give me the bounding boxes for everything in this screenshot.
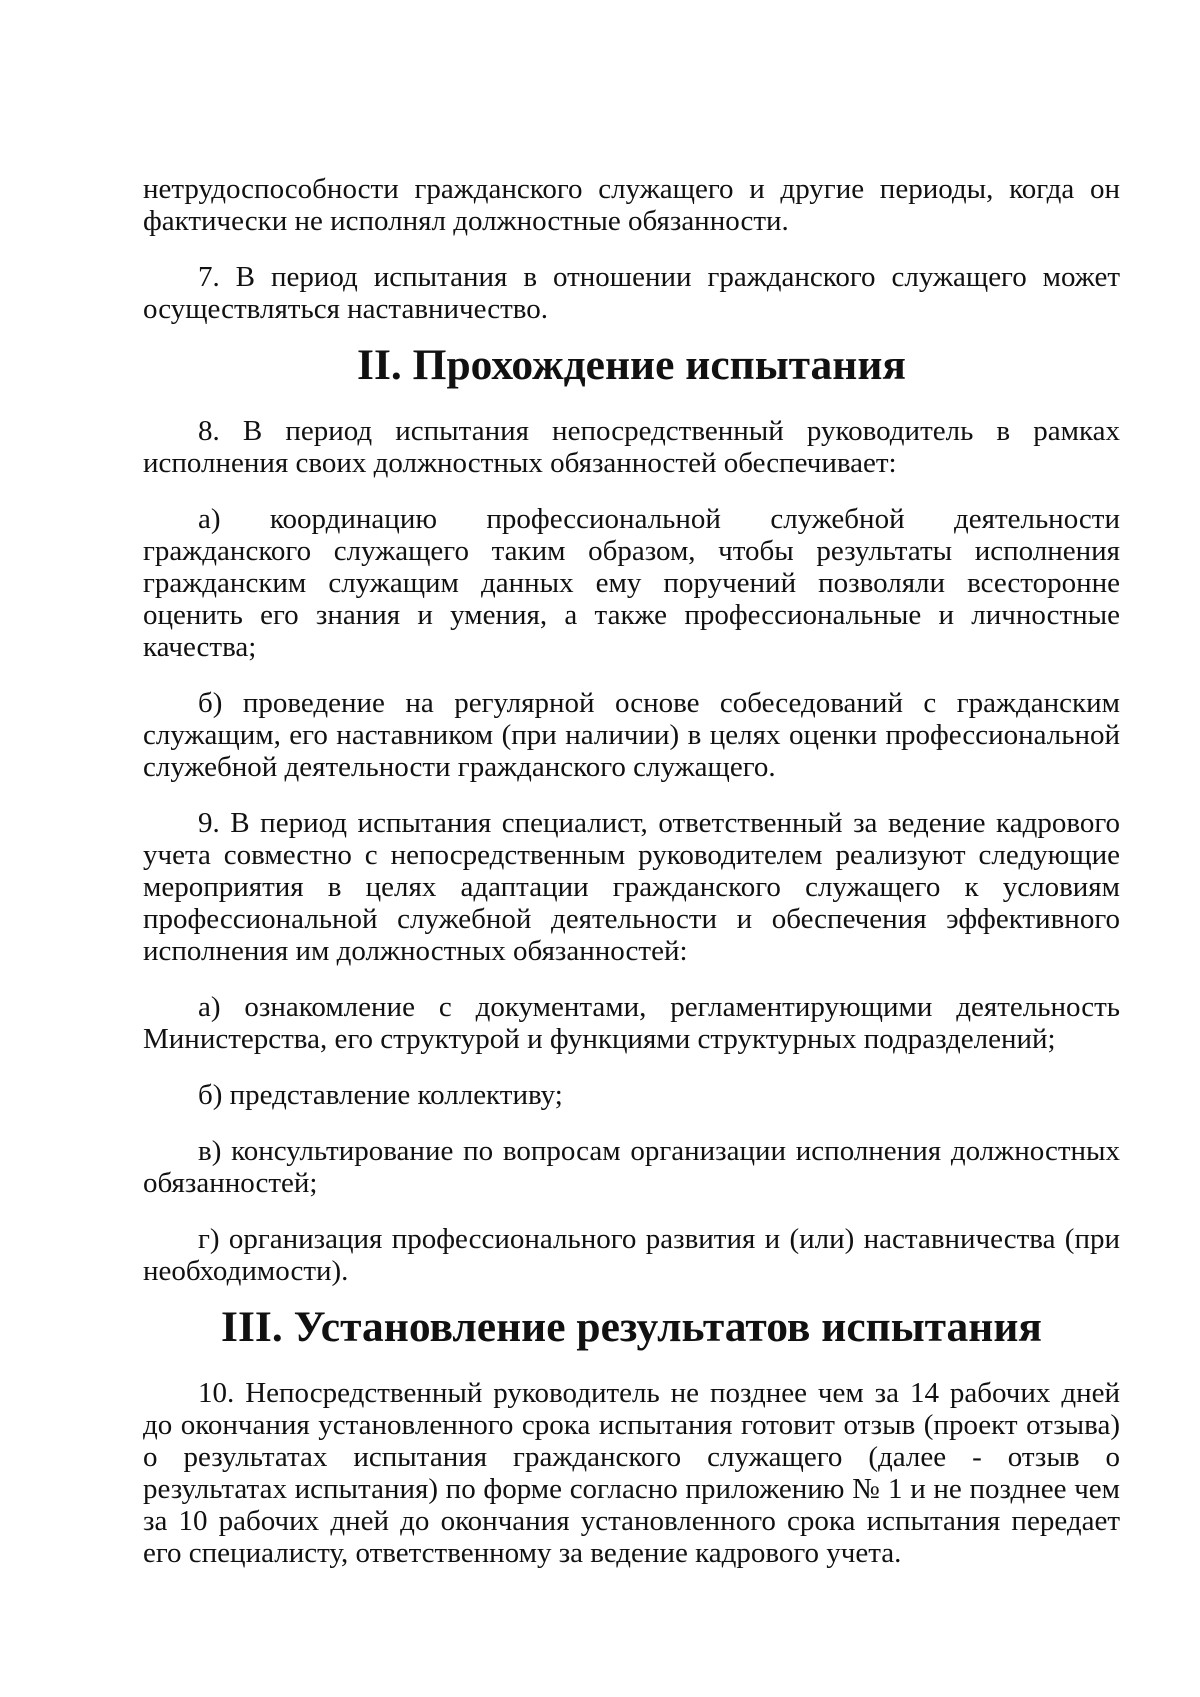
section-heading-ii: II. Прохождение испытания [357,341,906,389]
document-body [143,173,1120,1593]
paragraph-7: 7. В период испытания в отношении гражданского служащего может осуществляться наставничество. [143,261,1120,325]
paragraph-8: 8. В период испытания непосредственный руководитель в рамках исполнения своих должностных обязанностей обеспечивает: [143,415,1120,479]
section-heading-iii: III. Установление результатов испытания [221,1303,1042,1351]
paragraph-10: 10. Непосредственный руководитель не позднее чем за 14 рабочих дней до окончания установленного срока испытания готовит отзыв (проект отзыва) о результатах испытания гражданского служащего (далее - отзыв о результатах испытания) по форме согласно приложению № 1 и не позднее чем за 10 рабочих дней до окончания установленного срока испытания передает его специалисту, ответственному за ведение кадрового учета. [143,1377,1120,1569]
paragraph-9v: в) консультирование по вопросам организации исполнения должностных обязанностей; [143,1135,1120,1199]
paragraph-9a: а) ознакомление с документами, регламентирующими деятельность Министерства, его структурой и функциями структурных подразделений; [143,991,1120,1055]
paragraph-continuation: нетрудоспособности гражданского служащего и другие периоды, когда он фактически не исполнял должностные обязанности. [143,173,1120,237]
paragraph-9b: б) представление коллективу; [198,1079,563,1111]
paragraph-8b: б) проведение на регулярной основе собеседований с гражданским служащим, его наставником (при наличии) в целях оценки профессиональной служебной деятельности гражданского служащего. [143,687,1120,783]
paragraph-8a: а) координацию профессиональной служебной деятельности гражданского служащего таким образом, чтобы результаты исполнения гражданским служащим данных ему поручений позволяли всесторонне оценить его знания и умения, а также профессиональные и личностные качества; [143,503,1120,663]
paragraph-9: 9. В период испытания специалист, ответственный за ведение кадрового учета совместно с непосредственным руководителем реализуют следующие мероприятия в целях адаптации гражданского служащего к условиям профессиональной служебной деятельности и обеспечения эффективного исполнения им должностных обязанностей: [143,807,1120,967]
paragraph-9g: г) организация профессионального развития и (или) наставничества (при необходимости). [143,1223,1120,1287]
